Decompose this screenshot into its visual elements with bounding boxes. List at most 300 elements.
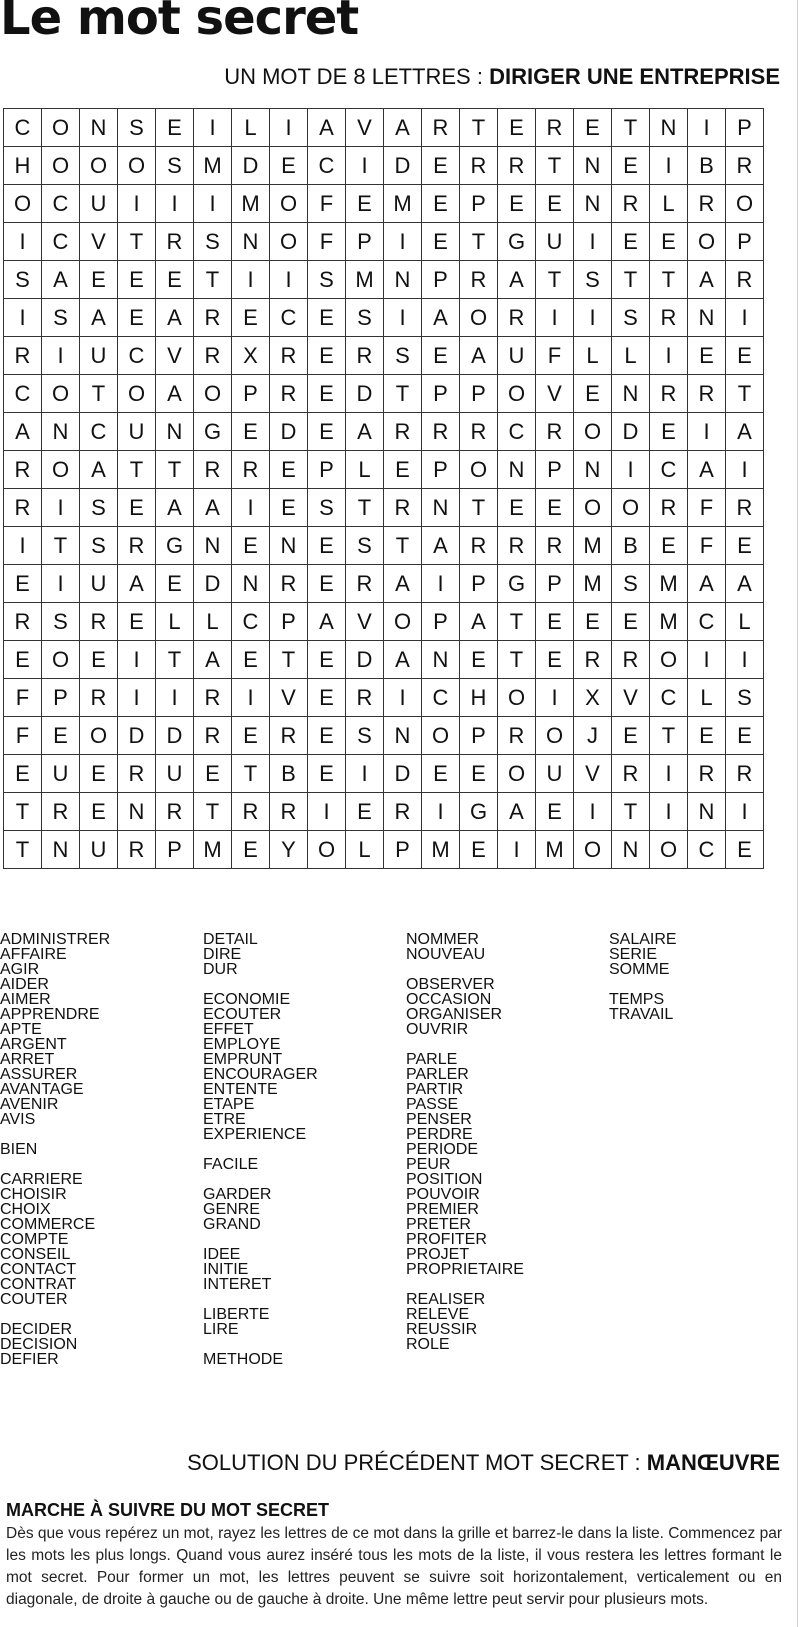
grid-cell[interactable]: P bbox=[460, 565, 498, 603]
grid-cell[interactable]: A bbox=[384, 565, 422, 603]
grid-cell[interactable]: A bbox=[308, 109, 346, 147]
word-item[interactable]: ECOUTER bbox=[203, 1006, 282, 1023]
grid-cell[interactable]: O bbox=[42, 147, 80, 185]
word-item[interactable]: RELEVE bbox=[406, 1306, 470, 1323]
grid-cell[interactable]: L bbox=[688, 679, 726, 717]
word-item[interactable]: DUR bbox=[203, 961, 238, 978]
grid-cell[interactable]: D bbox=[118, 717, 156, 755]
grid-cell[interactable]: P bbox=[232, 375, 270, 413]
grid-cell[interactable]: E bbox=[612, 603, 650, 641]
grid-cell[interactable]: I bbox=[650, 755, 688, 793]
grid-cell[interactable]: L bbox=[346, 451, 384, 489]
grid-cell[interactable]: U bbox=[156, 755, 194, 793]
grid-cell[interactable]: I bbox=[688, 641, 726, 679]
grid-cell[interactable]: A bbox=[80, 451, 118, 489]
word-item[interactable]: CONTACT bbox=[0, 1261, 77, 1278]
grid-cell[interactable]: A bbox=[460, 337, 498, 375]
grid-cell[interactable]: R bbox=[460, 413, 498, 451]
grid-cell[interactable]: C bbox=[650, 679, 688, 717]
grid-cell[interactable]: A bbox=[460, 603, 498, 641]
grid-cell[interactable]: X bbox=[574, 679, 612, 717]
grid-cell[interactable]: P bbox=[42, 679, 80, 717]
grid-cell[interactable]: O bbox=[42, 375, 80, 413]
grid-cell[interactable]: I bbox=[4, 299, 42, 337]
grid-cell[interactable]: R bbox=[80, 679, 118, 717]
grid-cell[interactable]: E bbox=[498, 109, 536, 147]
grid-cell[interactable]: P bbox=[346, 223, 384, 261]
grid-cell[interactable]: E bbox=[726, 337, 764, 375]
grid-cell[interactable]: N bbox=[612, 375, 650, 413]
grid-cell[interactable]: S bbox=[346, 527, 384, 565]
grid-cell[interactable]: N bbox=[384, 717, 422, 755]
word-item[interactable]: EXPERIENCE bbox=[203, 1126, 307, 1143]
grid-cell[interactable]: E bbox=[536, 793, 574, 831]
grid-cell[interactable]: A bbox=[688, 261, 726, 299]
grid-cell[interactable]: S bbox=[42, 299, 80, 337]
grid-cell[interactable]: R bbox=[80, 603, 118, 641]
grid-cell[interactable]: O bbox=[536, 717, 574, 755]
word-item[interactable]: OBSERVER bbox=[406, 976, 495, 993]
grid-cell[interactable]: A bbox=[422, 299, 460, 337]
grid-cell[interactable]: R bbox=[498, 147, 536, 185]
grid-cell[interactable]: F bbox=[308, 223, 346, 261]
word-item[interactable]: PERIODE bbox=[406, 1141, 479, 1158]
grid-cell[interactable]: I bbox=[650, 147, 688, 185]
grid-cell[interactable]: E bbox=[156, 261, 194, 299]
grid-cell[interactable]: O bbox=[498, 375, 536, 413]
word-item[interactable]: PEUR bbox=[406, 1156, 451, 1173]
grid-cell[interactable]: A bbox=[156, 299, 194, 337]
word-item[interactable]: AVANTAGE bbox=[0, 1081, 84, 1098]
grid-cell[interactable]: E bbox=[232, 527, 270, 565]
word-item[interactable]: POSITION bbox=[406, 1171, 483, 1188]
grid-cell[interactable]: I bbox=[422, 793, 460, 831]
grid-cell[interactable]: C bbox=[232, 603, 270, 641]
grid-cell[interactable]: F bbox=[4, 679, 42, 717]
grid-cell[interactable]: E bbox=[308, 299, 346, 337]
grid-cell[interactable]: E bbox=[80, 261, 118, 299]
grid-cell[interactable]: R bbox=[498, 299, 536, 337]
grid-cell[interactable]: R bbox=[650, 375, 688, 413]
grid-cell[interactable]: T bbox=[232, 755, 270, 793]
grid-cell[interactable]: E bbox=[574, 603, 612, 641]
grid-cell[interactable]: R bbox=[194, 299, 232, 337]
grid-cell[interactable]: I bbox=[574, 299, 612, 337]
grid-cell[interactable]: I bbox=[4, 527, 42, 565]
grid-cell[interactable]: R bbox=[42, 793, 80, 831]
grid-cell[interactable]: C bbox=[42, 223, 80, 261]
grid-cell[interactable]: S bbox=[384, 337, 422, 375]
grid-cell[interactable]: N bbox=[688, 793, 726, 831]
grid-cell[interactable]: I bbox=[270, 261, 308, 299]
grid-cell[interactable]: R bbox=[270, 717, 308, 755]
grid-cell[interactable]: I bbox=[346, 147, 384, 185]
grid-cell[interactable]: E bbox=[422, 147, 460, 185]
grid-cell[interactable]: R bbox=[460, 527, 498, 565]
word-item[interactable]: DECIDER bbox=[0, 1321, 73, 1338]
grid-cell[interactable]: R bbox=[384, 413, 422, 451]
grid-cell[interactable]: I bbox=[498, 831, 536, 869]
grid-cell[interactable]: N bbox=[688, 299, 726, 337]
grid-cell[interactable]: E bbox=[118, 489, 156, 527]
word-item[interactable]: ORGANISER bbox=[406, 1006, 503, 1023]
grid-cell[interactable]: B bbox=[270, 755, 308, 793]
word-item[interactable]: GENRE bbox=[203, 1201, 260, 1218]
grid-cell[interactable]: E bbox=[688, 717, 726, 755]
grid-cell[interactable]: N bbox=[574, 147, 612, 185]
grid-cell[interactable]: D bbox=[346, 375, 384, 413]
word-item[interactable]: TEMPS bbox=[609, 991, 665, 1008]
word-item[interactable]: PROFITER bbox=[406, 1231, 487, 1248]
grid-cell[interactable]: R bbox=[346, 565, 384, 603]
grid-cell[interactable]: H bbox=[460, 679, 498, 717]
grid-cell[interactable]: R bbox=[270, 337, 308, 375]
grid-cell[interactable]: S bbox=[80, 489, 118, 527]
grid-cell[interactable]: A bbox=[726, 413, 764, 451]
word-item[interactable]: CHOISIR bbox=[0, 1186, 67, 1203]
grid-cell[interactable]: O bbox=[574, 831, 612, 869]
grid-cell[interactable]: Y bbox=[270, 831, 308, 869]
grid-cell[interactable]: A bbox=[80, 299, 118, 337]
grid-cell[interactable]: A bbox=[498, 261, 536, 299]
grid-cell[interactable]: M bbox=[650, 603, 688, 641]
grid-cell[interactable]: E bbox=[308, 565, 346, 603]
grid-cell[interactable]: A bbox=[422, 527, 460, 565]
grid-cell[interactable]: S bbox=[308, 261, 346, 299]
grid-cell[interactable]: T bbox=[536, 147, 574, 185]
grid-cell[interactable]: E bbox=[688, 337, 726, 375]
grid-cell[interactable]: A bbox=[498, 793, 536, 831]
grid-cell[interactable]: V bbox=[80, 223, 118, 261]
word-item[interactable]: PROJET bbox=[406, 1246, 470, 1263]
grid-cell[interactable]: R bbox=[346, 679, 384, 717]
grid-cell[interactable]: G bbox=[498, 223, 536, 261]
grid-cell[interactable]: S bbox=[4, 261, 42, 299]
grid-cell[interactable]: I bbox=[308, 793, 346, 831]
word-item[interactable]: OCCASION bbox=[406, 991, 492, 1008]
grid-cell[interactable]: P bbox=[156, 831, 194, 869]
grid-cell[interactable]: S bbox=[80, 527, 118, 565]
grid-cell[interactable]: I bbox=[118, 679, 156, 717]
grid-cell[interactable]: E bbox=[80, 793, 118, 831]
grid-cell[interactable]: C bbox=[308, 147, 346, 185]
grid-cell[interactable]: R bbox=[118, 755, 156, 793]
grid-cell[interactable]: I bbox=[4, 223, 42, 261]
grid-cell[interactable]: M bbox=[536, 831, 574, 869]
grid-cell[interactable]: E bbox=[536, 603, 574, 641]
word-item[interactable]: EMPLOYE bbox=[203, 1036, 281, 1053]
grid-cell[interactable]: T bbox=[118, 451, 156, 489]
grid-cell[interactable]: E bbox=[612, 223, 650, 261]
grid-cell[interactable]: E bbox=[422, 755, 460, 793]
grid-cell[interactable]: O bbox=[460, 451, 498, 489]
grid-cell[interactable]: U bbox=[536, 755, 574, 793]
grid-cell[interactable]: L bbox=[650, 185, 688, 223]
grid-cell[interactable]: B bbox=[688, 147, 726, 185]
grid-cell[interactable]: A bbox=[726, 565, 764, 603]
grid-cell[interactable]: S bbox=[346, 717, 384, 755]
grid-cell[interactable]: I bbox=[726, 641, 764, 679]
grid-cell[interactable]: R bbox=[270, 375, 308, 413]
grid-cell[interactable]: E bbox=[308, 755, 346, 793]
grid-cell[interactable]: T bbox=[194, 261, 232, 299]
grid-cell[interactable]: E bbox=[232, 413, 270, 451]
grid-cell[interactable]: S bbox=[574, 261, 612, 299]
grid-cell[interactable]: A bbox=[118, 565, 156, 603]
word-item[interactable]: AVIS bbox=[0, 1111, 36, 1128]
grid-cell[interactable]: R bbox=[4, 451, 42, 489]
grid-cell[interactable]: R bbox=[574, 641, 612, 679]
grid-cell[interactable]: P bbox=[536, 565, 574, 603]
grid-cell[interactable]: I bbox=[42, 489, 80, 527]
grid-cell[interactable]: D bbox=[384, 147, 422, 185]
grid-cell[interactable]: I bbox=[232, 679, 270, 717]
word-item[interactable]: EMPRUNT bbox=[203, 1051, 283, 1068]
grid-cell[interactable]: M bbox=[650, 565, 688, 603]
grid-cell[interactable]: T bbox=[460, 223, 498, 261]
grid-cell[interactable]: T bbox=[194, 793, 232, 831]
word-item[interactable]: CARRIERE bbox=[0, 1171, 83, 1188]
word-item[interactable]: ECONOMIE bbox=[203, 991, 291, 1008]
grid-cell[interactable]: O bbox=[650, 831, 688, 869]
grid-cell[interactable]: U bbox=[80, 185, 118, 223]
grid-cell[interactable]: E bbox=[308, 717, 346, 755]
grid-cell[interactable]: A bbox=[42, 261, 80, 299]
grid-cell[interactable]: U bbox=[42, 755, 80, 793]
grid-cell[interactable]: O bbox=[270, 185, 308, 223]
grid-cell[interactable]: D bbox=[194, 565, 232, 603]
grid-cell[interactable]: I bbox=[536, 679, 574, 717]
word-item[interactable]: GRAND bbox=[203, 1216, 261, 1233]
grid-cell[interactable]: E bbox=[460, 831, 498, 869]
grid-cell[interactable]: G bbox=[156, 527, 194, 565]
grid-cell[interactable]: E bbox=[270, 147, 308, 185]
grid-cell[interactable]: R bbox=[726, 147, 764, 185]
grid-cell[interactable]: A bbox=[194, 641, 232, 679]
grid-cell[interactable]: N bbox=[498, 451, 536, 489]
grid-cell[interactable]: R bbox=[194, 717, 232, 755]
grid-cell[interactable]: S bbox=[308, 489, 346, 527]
grid-cell[interactable]: A bbox=[688, 565, 726, 603]
grid-cell[interactable]: T bbox=[156, 451, 194, 489]
word-item[interactable]: CONTRAT bbox=[0, 1276, 77, 1293]
grid-cell[interactable]: O bbox=[612, 489, 650, 527]
word-item[interactable]: PROPRIETAIRE bbox=[406, 1261, 524, 1278]
grid-cell[interactable]: N bbox=[422, 641, 460, 679]
word-item[interactable]: AIMER bbox=[0, 991, 51, 1008]
grid-cell[interactable]: A bbox=[384, 109, 422, 147]
grid-cell[interactable]: J bbox=[574, 717, 612, 755]
word-item[interactable]: SALAIRE bbox=[609, 931, 677, 948]
grid-cell[interactable]: R bbox=[232, 793, 270, 831]
grid-cell[interactable]: I bbox=[346, 755, 384, 793]
grid-cell[interactable]: E bbox=[118, 261, 156, 299]
grid-cell[interactable]: T bbox=[498, 603, 536, 641]
grid-cell[interactable]: E bbox=[384, 451, 422, 489]
grid-cell[interactable]: E bbox=[308, 413, 346, 451]
grid-cell[interactable]: M bbox=[574, 565, 612, 603]
grid-cell[interactable]: X bbox=[232, 337, 270, 375]
grid-cell[interactable]: C bbox=[688, 603, 726, 641]
grid-cell[interactable]: L bbox=[232, 109, 270, 147]
grid-cell[interactable]: I bbox=[118, 641, 156, 679]
grid-cell[interactable]: U bbox=[80, 831, 118, 869]
grid-cell[interactable]: R bbox=[422, 109, 460, 147]
grid-cell[interactable]: N bbox=[270, 527, 308, 565]
grid-cell[interactable]: T bbox=[156, 641, 194, 679]
grid-cell[interactable]: E bbox=[308, 527, 346, 565]
word-item[interactable]: DECISION bbox=[0, 1336, 78, 1353]
word-item[interactable]: ARGENT bbox=[0, 1036, 67, 1053]
grid-cell[interactable]: E bbox=[308, 679, 346, 717]
word-item[interactable]: PARTIR bbox=[406, 1081, 464, 1098]
grid-cell[interactable]: E bbox=[156, 109, 194, 147]
grid-cell[interactable]: T bbox=[460, 489, 498, 527]
grid-cell[interactable]: D bbox=[232, 147, 270, 185]
grid-cell[interactable]: E bbox=[346, 793, 384, 831]
word-item[interactable]: ETAPE bbox=[203, 1096, 255, 1113]
word-item[interactable]: COUTER bbox=[0, 1291, 68, 1308]
grid-cell[interactable]: R bbox=[726, 261, 764, 299]
grid-cell[interactable]: E bbox=[80, 755, 118, 793]
word-item[interactable]: AVENIR bbox=[0, 1096, 59, 1113]
word-item[interactable]: PARLER bbox=[406, 1066, 469, 1083]
grid-cell[interactable]: E bbox=[270, 489, 308, 527]
word-item[interactable]: BIEN bbox=[0, 1141, 38, 1158]
grid-cell[interactable]: R bbox=[384, 793, 422, 831]
grid-cell[interactable]: R bbox=[118, 527, 156, 565]
grid-cell[interactable]: M bbox=[232, 185, 270, 223]
grid-cell[interactable]: S bbox=[156, 147, 194, 185]
word-item[interactable]: ROLE bbox=[406, 1336, 450, 1353]
grid-cell[interactable]: R bbox=[612, 755, 650, 793]
grid-cell[interactable]: S bbox=[194, 223, 232, 261]
word-item[interactable]: APTE bbox=[0, 1021, 42, 1038]
grid-cell[interactable]: T bbox=[498, 641, 536, 679]
grid-cell[interactable]: I bbox=[650, 337, 688, 375]
grid-cell[interactable]: O bbox=[422, 717, 460, 755]
grid-cell[interactable]: F bbox=[308, 185, 346, 223]
word-item[interactable]: ENTENTE bbox=[203, 1081, 278, 1098]
grid-cell[interactable]: V bbox=[346, 109, 384, 147]
grid-cell[interactable]: R bbox=[460, 261, 498, 299]
word-item[interactable]: ETRE bbox=[203, 1111, 246, 1128]
grid-cell[interactable]: E bbox=[726, 831, 764, 869]
grid-cell[interactable]: O bbox=[42, 451, 80, 489]
word-item[interactable]: ADMINISTRER bbox=[0, 931, 111, 948]
grid-cell[interactable]: E bbox=[460, 641, 498, 679]
grid-cell[interactable]: R bbox=[612, 185, 650, 223]
grid-cell[interactable]: R bbox=[194, 679, 232, 717]
grid-cell[interactable]: R bbox=[612, 641, 650, 679]
grid-cell[interactable]: R bbox=[156, 793, 194, 831]
word-item[interactable]: AGIR bbox=[0, 961, 40, 978]
grid-cell[interactable]: R bbox=[270, 565, 308, 603]
grid-cell[interactable]: R bbox=[232, 451, 270, 489]
grid-cell[interactable]: C bbox=[80, 413, 118, 451]
grid-cell[interactable]: A bbox=[346, 413, 384, 451]
grid-cell[interactable]: E bbox=[308, 375, 346, 413]
grid-cell[interactable]: U bbox=[80, 337, 118, 375]
grid-cell[interactable]: E bbox=[118, 603, 156, 641]
grid-cell[interactable]: O bbox=[460, 299, 498, 337]
grid-cell[interactable]: T bbox=[384, 527, 422, 565]
grid-cell[interactable]: E bbox=[498, 489, 536, 527]
grid-cell[interactable]: I bbox=[574, 793, 612, 831]
grid-cell[interactable]: E bbox=[650, 527, 688, 565]
grid-cell[interactable]: V bbox=[536, 375, 574, 413]
grid-cell[interactable]: N bbox=[612, 831, 650, 869]
grid-cell[interactable]: C bbox=[422, 679, 460, 717]
grid-cell[interactable]: P bbox=[460, 185, 498, 223]
word-item[interactable]: NOUVEAU bbox=[406, 946, 486, 963]
grid-cell[interactable]: C bbox=[650, 451, 688, 489]
grid-cell[interactable]: U bbox=[498, 337, 536, 375]
word-item[interactable]: COMMERCE bbox=[0, 1216, 96, 1233]
grid-cell[interactable]: S bbox=[726, 679, 764, 717]
grid-cell[interactable]: S bbox=[118, 109, 156, 147]
grid-cell[interactable]: S bbox=[42, 603, 80, 641]
grid-cell[interactable]: O bbox=[308, 831, 346, 869]
grid-cell[interactable]: E bbox=[232, 717, 270, 755]
grid-cell[interactable]: T bbox=[460, 109, 498, 147]
grid-cell[interactable]: M bbox=[194, 831, 232, 869]
grid-cell[interactable]: N bbox=[42, 831, 80, 869]
grid-cell[interactable]: E bbox=[498, 185, 536, 223]
grid-cell[interactable]: N bbox=[80, 109, 118, 147]
grid-cell[interactable]: I bbox=[688, 109, 726, 147]
grid-cell[interactable]: E bbox=[726, 527, 764, 565]
grid-cell[interactable]: I bbox=[232, 489, 270, 527]
grid-cell[interactable]: L bbox=[156, 603, 194, 641]
grid-cell[interactable]: E bbox=[574, 109, 612, 147]
grid-cell[interactable]: A bbox=[4, 413, 42, 451]
grid-cell[interactable]: T bbox=[612, 109, 650, 147]
grid-cell[interactable]: O bbox=[688, 223, 726, 261]
grid-cell[interactable]: E bbox=[536, 185, 574, 223]
grid-cell[interactable]: C bbox=[498, 413, 536, 451]
grid-cell[interactable]: T bbox=[80, 375, 118, 413]
grid-cell[interactable]: I bbox=[574, 223, 612, 261]
grid-cell[interactable]: R bbox=[460, 147, 498, 185]
grid-cell[interactable]: M bbox=[346, 261, 384, 299]
grid-cell[interactable]: O bbox=[4, 185, 42, 223]
grid-cell[interactable]: R bbox=[498, 717, 536, 755]
word-item[interactable]: PENSER bbox=[406, 1111, 472, 1128]
grid-cell[interactable]: A bbox=[156, 489, 194, 527]
grid-cell[interactable]: R bbox=[688, 185, 726, 223]
grid-cell[interactable]: I bbox=[194, 109, 232, 147]
word-item[interactable]: SOMME bbox=[609, 961, 670, 978]
grid-cell[interactable]: T bbox=[612, 793, 650, 831]
grid-cell[interactable]: R bbox=[536, 413, 574, 451]
grid-cell[interactable]: E bbox=[4, 641, 42, 679]
word-item[interactable]: OUVRIR bbox=[406, 1021, 469, 1038]
grid-cell[interactable]: R bbox=[270, 793, 308, 831]
word-item[interactable]: REUSSIR bbox=[406, 1321, 478, 1338]
grid-cell[interactable]: U bbox=[536, 223, 574, 261]
grid-cell[interactable]: S bbox=[612, 565, 650, 603]
word-item[interactable]: POUVOIR bbox=[406, 1186, 480, 1203]
word-item[interactable]: SERIE bbox=[609, 946, 658, 963]
word-item[interactable]: PASSE bbox=[406, 1096, 459, 1113]
grid-cell[interactable]: E bbox=[270, 451, 308, 489]
grid-cell[interactable]: L bbox=[612, 337, 650, 375]
grid-cell[interactable]: I bbox=[726, 299, 764, 337]
grid-cell[interactable]: I bbox=[156, 185, 194, 223]
word-item[interactable]: GARDER bbox=[203, 1186, 272, 1203]
grid-cell[interactable]: A bbox=[194, 489, 232, 527]
